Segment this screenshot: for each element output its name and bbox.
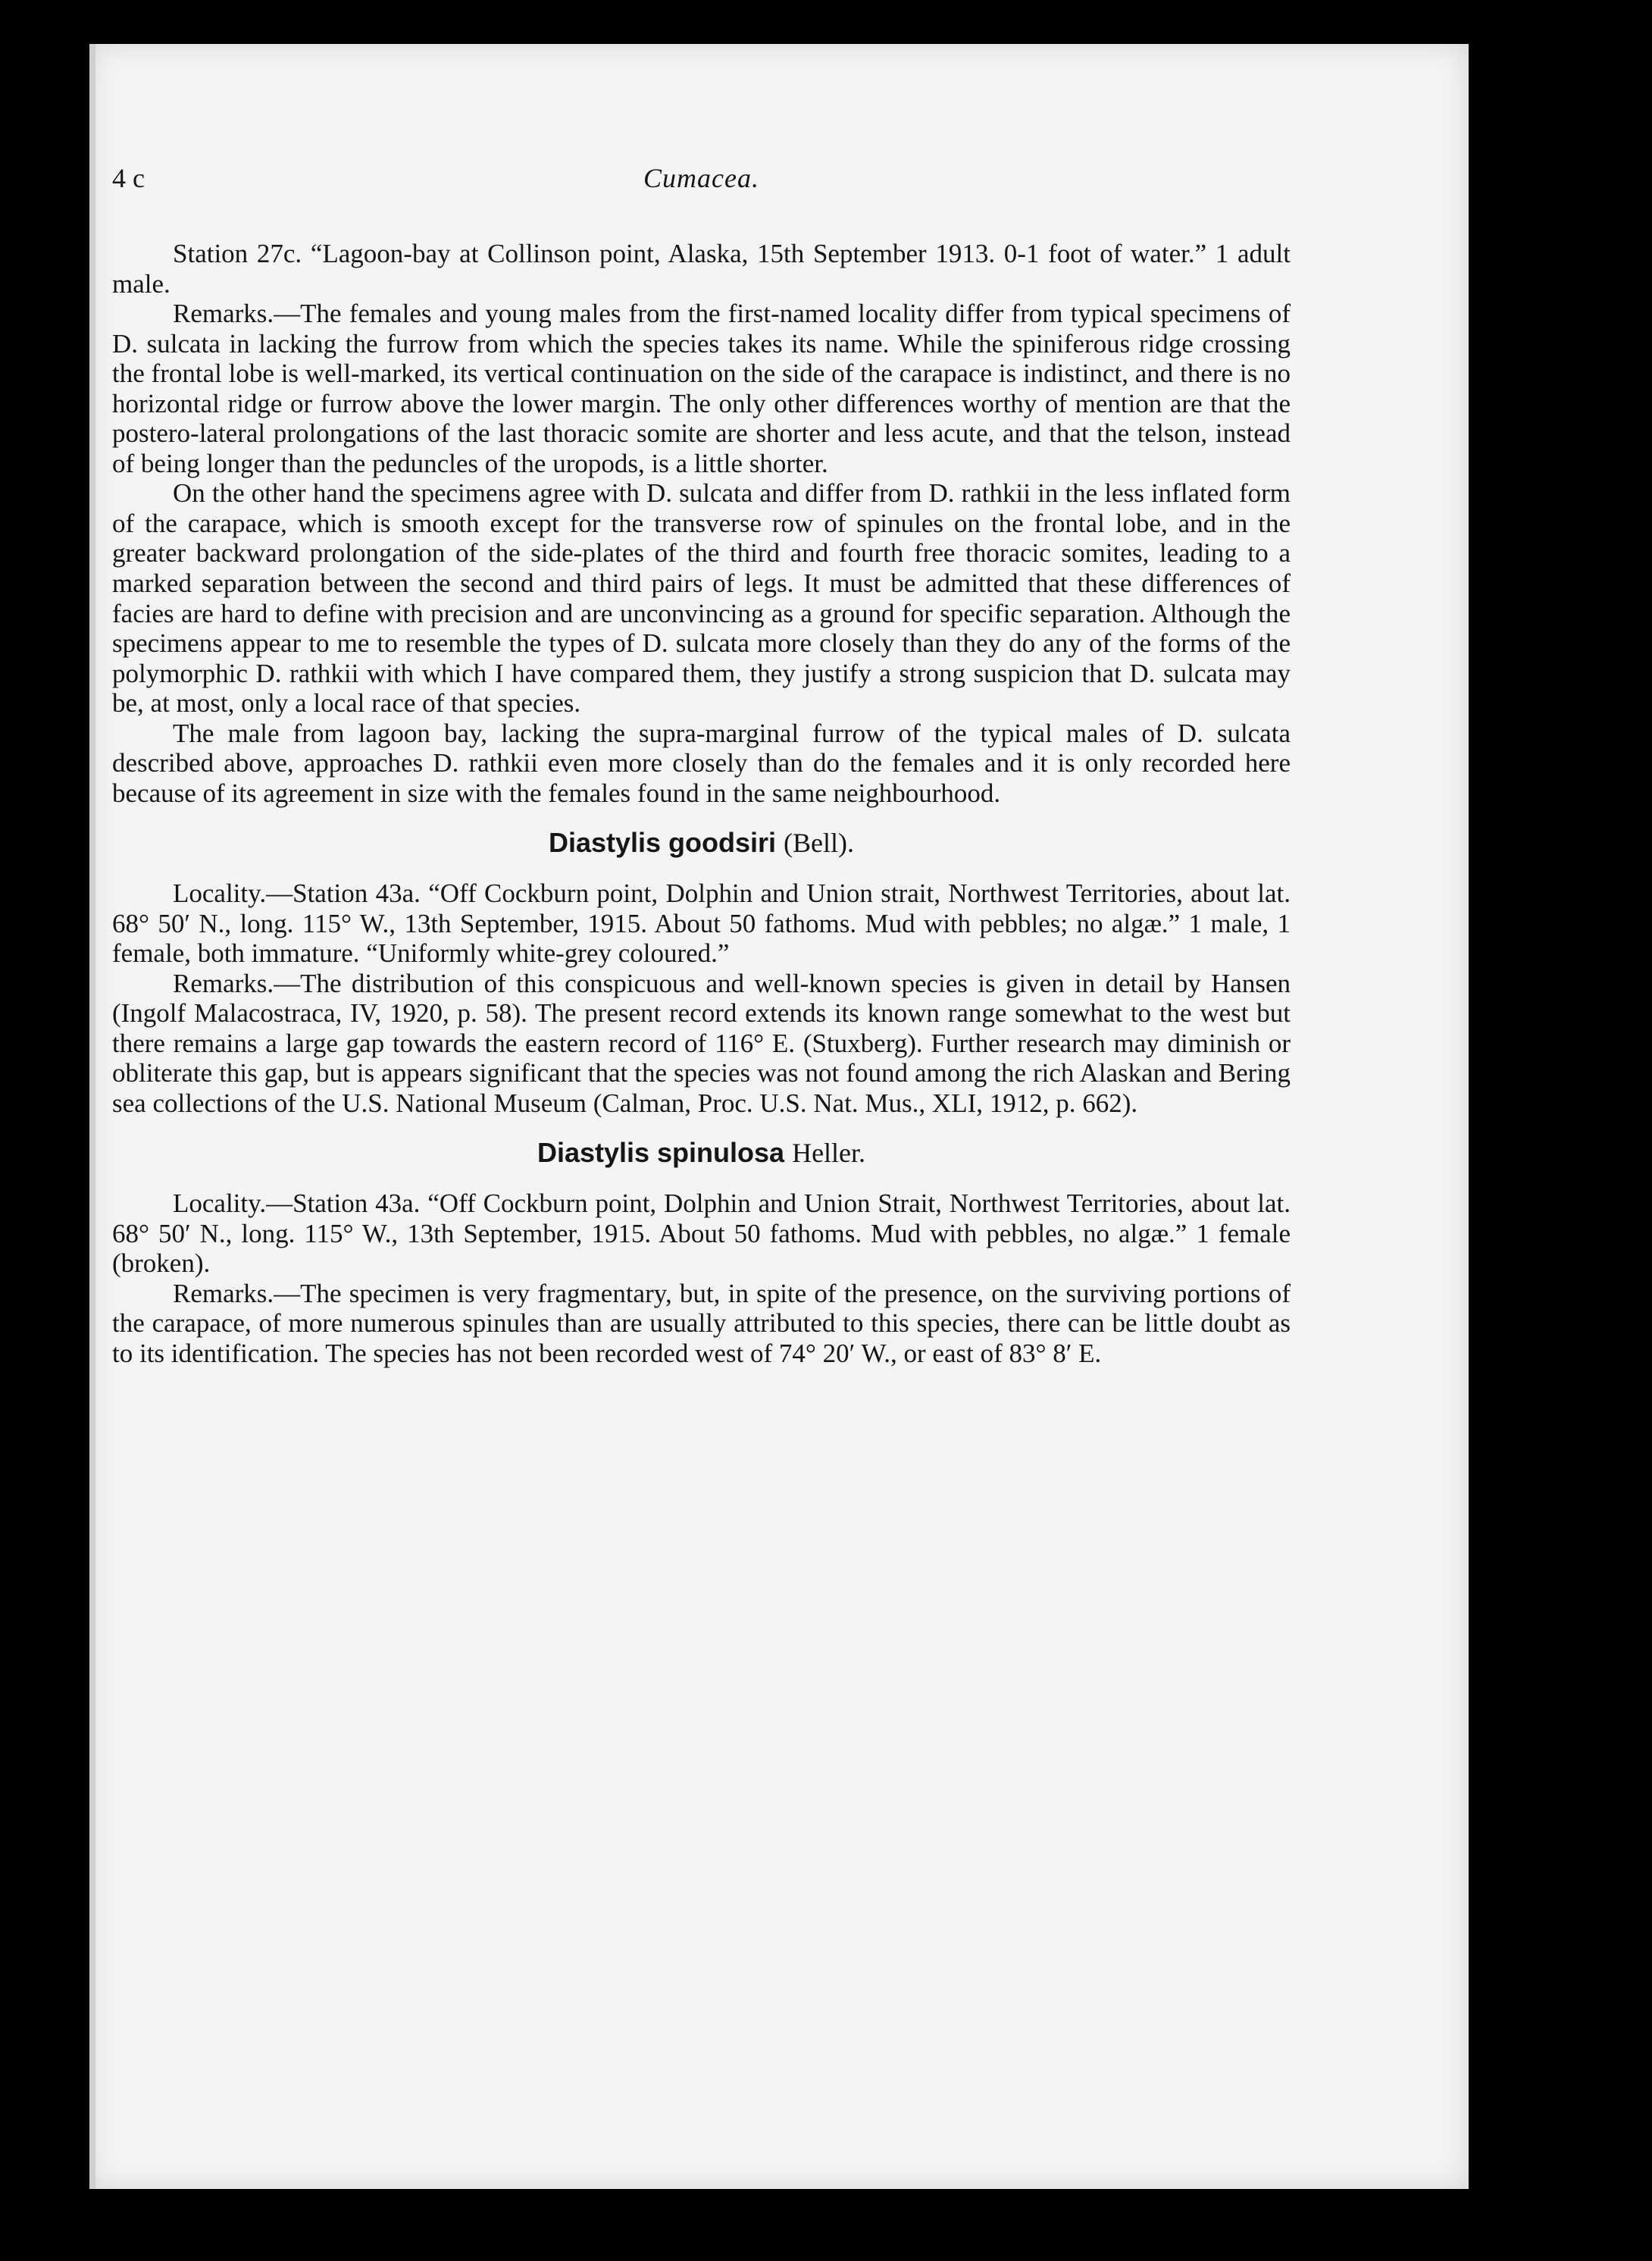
species-name: Diastylis goodsiri bbox=[548, 827, 777, 859]
species-heading-spinulosa bbox=[112, 1138, 1291, 1169]
running-head bbox=[112, 163, 1291, 216]
species-authority: (Bell). bbox=[784, 828, 855, 859]
page-content bbox=[112, 163, 1291, 1368]
species-name: Diastylis spinulosa bbox=[537, 1137, 785, 1169]
running-title: Cumacea. bbox=[643, 163, 759, 193]
remarks-paragraph-spinulosa: Remarks.—The specimen is very fragmentary, but, in spite of the presence, on the surviving portions of the carapace, of more numerous spinules than are usually attributed to this species, there can be little doubt as to its identification. The species has not been recorded west of 74° 20′ W., or east of 83° 8′ E. bbox=[112, 1278, 1291, 1368]
locality-paragraph-spinulosa: Locality.—Station 43a. “Off Cockburn point, Dolphin and Union Strait, Northwest Territories, about lat. 68° 50′ N., long. 115° W., 13th September, 1915. About 50 fathoms. Mud with pebbles, no algæ.” 1 female (broken). bbox=[112, 1188, 1291, 1279]
species-authority: Heller. bbox=[792, 1138, 866, 1169]
station-paragraph: Station 27c. “Lagoon-bay at Collinson point, Alaska, 15th September 1913. 0-1 foot of water.” 1 adult male. bbox=[112, 239, 1291, 299]
remarks-paragraph-goodsiri: Remarks.—The distribution of this conspicuous and well-known species is given in detail by Hansen (Ingolf Malacostraca, IV, 1920, p. 58). The present record extends its known range somewhat to the west but there remains a large gap towards the eastern record of 116° E. (Stuxberg). Further research may diminish or obliterate this gap, but is appears significant that the species was not found among the rich Alaskan and Bering sea collections of the U.S. National Museum (Calman, Proc. U.S. Nat. Mus., XLI, 1912, p. 662). bbox=[112, 968, 1291, 1118]
remarks-paragraph-2: On the other hand the specimens agree with D. sulcata and differ from D. rathkii in the less inflated form of the carapace, which is smooth except for the transverse row of spinules on the frontal lobe, and in the greater backward prolongation of the side-plates of the third and fourth free thoracic somites, leading to a marked separation between the second and third pairs of legs. It must be admitted that these differences of facies are hard to define with precision and are unconvincing as a ground for specific separation. Although the specimens appear to me to resemble the types of D. sulcata more closely than they do any of the forms of the polymorphic D. rathkii with which I have compared them, they justify a strong suspicion that D. sulcata may be, at most, only a local race of that species. bbox=[112, 478, 1291, 719]
locality-paragraph-goodsiri: Locality.—Station 43a. “Off Cockburn point, Dolphin and Union strait, Northwest Territories, about lat. 68° 50′ N., long. 115° W., 13th September, 1915. About 50 fathoms. Mud with pebbles; no algæ.” 1 male, 1 female, both immature. “Uniformly white-grey coloured.” bbox=[112, 878, 1291, 969]
species-heading-goodsiri bbox=[112, 828, 1291, 859]
page-edge bbox=[89, 44, 95, 2189]
remarks-paragraph-3: The male from lagoon bay, lacking the supra-marginal furrow of the typical males of D. sulcata described above, approaches D. rathkii even more closely than do the females and it is only recorded here because of its agreement in size with the females found in the same neighbourhood. bbox=[112, 718, 1291, 808]
remarks-paragraph-1: Remarks.—The females and young males from the first-named locality differ from typical specimens of D. sulcata in lacking the furrow from which the species takes its name. While the spiniferous ridge crossing the frontal lobe is well-marked, its vertical continuation on the side of the carapace is indistinct, and there is no horizontal ridge or furrow above the lower margin. The only other differences worthy of mention are that the postero-lateral prolongations of the last thoracic somite are shorter and less acute, and that the telson, instead of being longer than the peduncles of the uropods, is a little shorter. bbox=[112, 299, 1291, 478]
page-number: 4 c bbox=[112, 163, 145, 193]
